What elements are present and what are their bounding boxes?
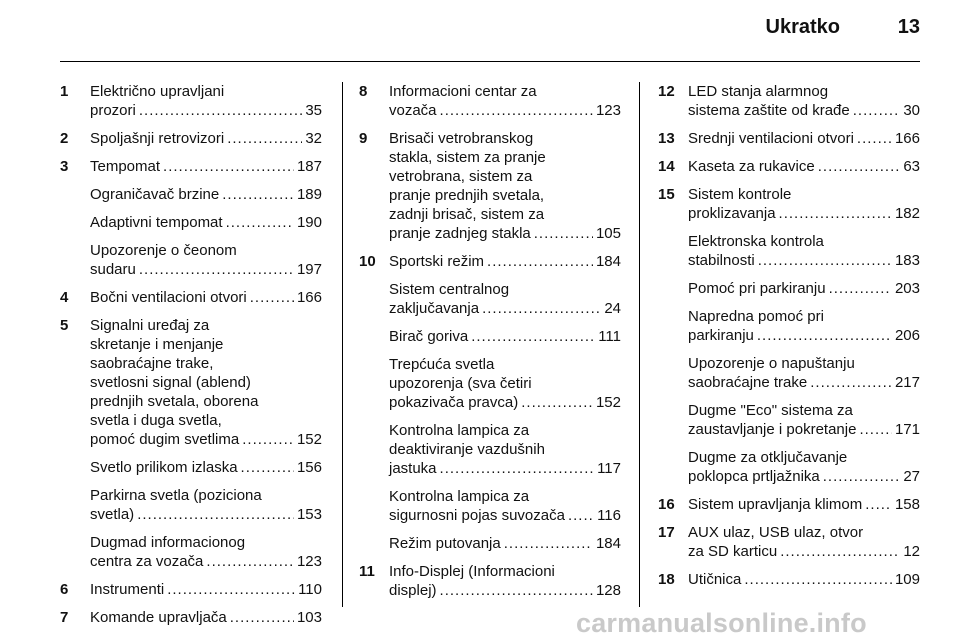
entry-number: 5 bbox=[60, 317, 69, 334]
entry-line: prednjih svetala, oborena bbox=[90, 393, 259, 410]
entry-line: poklopca prtljažnika bbox=[688, 468, 820, 485]
entry-line: pomoć dugim svetlima bbox=[90, 431, 240, 448]
entry-page-number: 123 bbox=[296, 553, 322, 570]
index-entry bbox=[359, 421, 621, 478]
entry-last-line bbox=[688, 570, 920, 589]
dot-leader bbox=[487, 252, 593, 271]
entry-page-number: 152 bbox=[296, 431, 322, 448]
index-entry bbox=[359, 562, 621, 600]
entry-line: Električno upravljani bbox=[90, 83, 225, 100]
dot-leader bbox=[810, 373, 892, 392]
entry-last-line bbox=[90, 580, 322, 599]
entry-line: svetla i duga svetla, bbox=[90, 412, 222, 429]
entry-number: 4 bbox=[60, 289, 69, 306]
entry-line: Upozorenje o čeonom bbox=[90, 242, 237, 259]
entry-page-number: 117 bbox=[597, 460, 621, 477]
entry-page-number: 105 bbox=[595, 225, 621, 242]
entry-text bbox=[90, 580, 322, 599]
index-entry bbox=[60, 241, 322, 279]
entry-number: 17 bbox=[658, 524, 675, 541]
entry-page-number: 109 bbox=[894, 571, 920, 588]
index-column-1 bbox=[60, 82, 322, 636]
entry-line: Dugme za otključavanje bbox=[688, 449, 848, 466]
entry-last-line bbox=[90, 430, 322, 449]
index-entry bbox=[60, 185, 322, 204]
dot-leader bbox=[818, 157, 901, 176]
dot-leader bbox=[568, 506, 594, 525]
entry-line: svetlosni signal (ablend) bbox=[90, 374, 251, 391]
entry-line: pranje prednjih svetala, bbox=[389, 187, 545, 204]
entry-number: 14 bbox=[658, 158, 675, 175]
entry-text bbox=[688, 448, 920, 486]
entry-line: parkiranju bbox=[688, 327, 754, 344]
entry-line: stakla, sistem za pranje bbox=[389, 149, 546, 166]
column-divider-2 bbox=[639, 82, 640, 607]
entry-text bbox=[90, 213, 322, 232]
entry-number: 11 bbox=[359, 563, 375, 580]
entry-page-number: 35 bbox=[305, 102, 322, 119]
entry-line: svetla) bbox=[90, 506, 135, 523]
dot-leader bbox=[227, 129, 302, 148]
entry-text bbox=[389, 421, 621, 478]
entry-number: 13 bbox=[658, 130, 675, 147]
entry-page-number: 27 bbox=[903, 468, 920, 485]
entry-line: AUX ulaz, USB ulaz, otvor bbox=[688, 524, 864, 541]
index-entry bbox=[658, 354, 920, 392]
entry-page-number: 203 bbox=[894, 280, 920, 297]
entry-line: Dugme "Eco" sistema za bbox=[688, 402, 853, 419]
entry-text bbox=[90, 157, 322, 176]
index-entry bbox=[658, 570, 920, 589]
entry-number: 8 bbox=[359, 83, 368, 100]
entry-text bbox=[688, 307, 920, 345]
entry-number: 3 bbox=[60, 158, 69, 175]
entry-page-number: 153 bbox=[296, 506, 322, 523]
dot-leader bbox=[471, 327, 595, 346]
entry-text bbox=[90, 458, 322, 477]
entry-line: pokazivača pravca) bbox=[389, 394, 519, 411]
dot-leader bbox=[226, 213, 294, 232]
entry-text bbox=[389, 280, 621, 318]
entry-last-line bbox=[90, 185, 322, 204]
entry-page-number: 32 bbox=[305, 130, 322, 147]
entry-line: LED stanja alarmnog bbox=[688, 83, 829, 100]
entry-number: 7 bbox=[60, 609, 69, 626]
entry-page-number: 187 bbox=[296, 158, 322, 175]
entry-line: Režim putovanja bbox=[389, 535, 501, 552]
entry-line: Kontrolna lampica za bbox=[389, 488, 530, 505]
entry-text bbox=[389, 487, 621, 525]
entry-text bbox=[389, 327, 621, 346]
entry-last-line bbox=[90, 260, 322, 279]
entry-number: 9 bbox=[359, 130, 368, 147]
index-entry bbox=[359, 327, 621, 346]
entry-line: saobraćajne trake bbox=[688, 374, 808, 391]
index-entry bbox=[658, 495, 920, 514]
entry-last-line bbox=[389, 252, 621, 271]
entry-page-number: 103 bbox=[296, 609, 322, 626]
entry-text bbox=[90, 129, 322, 148]
dot-leader bbox=[780, 542, 900, 561]
index-entry bbox=[60, 608, 322, 627]
entry-text bbox=[688, 129, 920, 148]
dot-leader bbox=[230, 608, 294, 627]
entry-text bbox=[90, 82, 322, 120]
entry-page-number: 189 bbox=[296, 186, 322, 203]
entry-last-line bbox=[389, 581, 621, 600]
entry-line: Info-Displej (Informacioni bbox=[389, 563, 555, 580]
index-entry bbox=[60, 213, 322, 232]
entry-line: centra za vozača bbox=[90, 553, 204, 570]
entry-line: jastuka bbox=[389, 460, 437, 477]
index-entry bbox=[658, 307, 920, 345]
dot-leader bbox=[779, 204, 892, 223]
index-entry bbox=[658, 129, 920, 148]
entry-page-number: 111 bbox=[598, 328, 621, 345]
dot-leader bbox=[167, 580, 295, 599]
page-number: 13 bbox=[897, 16, 920, 38]
entry-line: zadnji brisač, sistem za bbox=[389, 206, 545, 223]
index-entry bbox=[359, 82, 621, 120]
entry-last-line bbox=[688, 420, 920, 439]
entry-page-number: 12 bbox=[903, 543, 920, 560]
entry-last-line bbox=[389, 101, 621, 120]
entry-last-line bbox=[90, 288, 322, 307]
entry-number: 15 bbox=[658, 186, 675, 203]
entry-line: Komande upravljača bbox=[90, 609, 227, 626]
entry-page-number: 152 bbox=[595, 394, 621, 411]
entry-line: Svetlo prilikom izlaska bbox=[90, 459, 238, 476]
entry-last-line bbox=[688, 373, 920, 392]
entry-line: Signalni uređaj za bbox=[90, 317, 210, 334]
entry-last-line bbox=[389, 534, 621, 553]
entry-text bbox=[688, 401, 920, 439]
index-column-3 bbox=[658, 82, 920, 598]
entry-line: Kaseta za rukavice bbox=[688, 158, 815, 175]
entry-line: deaktiviranje vazdušnih bbox=[389, 441, 545, 458]
entry-page-number: 63 bbox=[903, 158, 920, 175]
index-entry bbox=[60, 316, 322, 449]
entry-last-line bbox=[389, 393, 621, 412]
entry-text bbox=[90, 288, 322, 307]
entry-line: sigurnosni pojas suvozača bbox=[389, 507, 565, 524]
entry-line: displej) bbox=[389, 582, 437, 599]
entry-line: Pomoć pri parkiranju bbox=[688, 280, 826, 297]
dot-leader bbox=[482, 299, 601, 318]
entry-line: Spoljašnji retrovizori bbox=[90, 130, 225, 147]
entry-last-line bbox=[90, 552, 322, 571]
entry-line: za SD karticu bbox=[688, 543, 778, 560]
entry-line: vozača bbox=[389, 102, 437, 119]
entry-number: 12 bbox=[658, 83, 675, 100]
entry-last-line bbox=[90, 129, 322, 148]
entry-page-number: 158 bbox=[894, 496, 920, 513]
entry-text bbox=[688, 82, 920, 120]
entry-line: Adaptivni tempomat bbox=[90, 214, 223, 231]
entry-line: Birač goriva bbox=[389, 328, 469, 345]
entry-line: skretanje i menjanje bbox=[90, 336, 224, 353]
entry-line: zaključavanja bbox=[389, 300, 480, 317]
entry-page-number: 128 bbox=[595, 582, 621, 599]
entry-page-number: 110 bbox=[298, 581, 322, 598]
index-entry bbox=[359, 280, 621, 318]
entry-last-line bbox=[688, 251, 920, 270]
index-entry bbox=[658, 185, 920, 223]
index-entry bbox=[60, 486, 322, 524]
entry-line: pranje zadnjeg stakla bbox=[389, 225, 531, 242]
entry-page-number: 116 bbox=[597, 507, 621, 524]
entry-line: Srednji ventilacioni otvori bbox=[688, 130, 854, 147]
entry-text bbox=[688, 157, 920, 176]
dot-leader bbox=[823, 467, 901, 486]
dot-leader bbox=[534, 224, 593, 243]
dot-leader bbox=[853, 101, 901, 120]
dot-leader bbox=[440, 459, 595, 478]
entry-text bbox=[389, 82, 621, 120]
entry-line: stabilnosti bbox=[688, 252, 755, 269]
dot-leader bbox=[521, 393, 593, 412]
index-entry bbox=[359, 534, 621, 553]
entry-number: 1 bbox=[60, 83, 69, 100]
dot-leader bbox=[139, 260, 294, 279]
entry-line: upozorenja (sva četiri bbox=[389, 375, 532, 392]
entry-last-line bbox=[688, 204, 920, 223]
index-entry bbox=[60, 129, 322, 148]
entry-last-line bbox=[90, 213, 322, 232]
entry-page-number: 190 bbox=[296, 214, 322, 231]
dot-leader bbox=[859, 420, 892, 439]
entry-last-line bbox=[688, 101, 920, 120]
entry-line: Upozorenje o napuštanju bbox=[688, 355, 855, 372]
entry-text bbox=[688, 495, 920, 514]
entry-line: sudaru bbox=[90, 261, 136, 278]
entry-last-line bbox=[688, 495, 920, 514]
entry-line: Tempomat bbox=[90, 158, 161, 175]
entry-line: Kontrolna lampica za bbox=[389, 422, 530, 439]
column-divider-1 bbox=[342, 82, 343, 607]
entry-last-line bbox=[688, 542, 920, 561]
entry-page-number: 182 bbox=[894, 205, 920, 222]
entry-text bbox=[90, 533, 322, 571]
dot-leader bbox=[504, 534, 593, 553]
entry-line: proklizavanja bbox=[688, 205, 776, 222]
entry-line: Brisači vetrobranskog bbox=[389, 130, 534, 147]
entry-line: Sportski režim bbox=[389, 253, 485, 270]
entry-number: 18 bbox=[658, 571, 675, 588]
entry-text bbox=[90, 185, 322, 204]
dot-leader bbox=[440, 101, 593, 120]
entry-last-line bbox=[90, 505, 322, 524]
entry-page-number: 166 bbox=[296, 289, 322, 306]
dot-leader bbox=[163, 157, 294, 176]
index-entry bbox=[60, 458, 322, 477]
entry-line: Sistem kontrole bbox=[688, 186, 792, 203]
index-entry bbox=[359, 487, 621, 525]
entry-text bbox=[389, 534, 621, 553]
entry-last-line bbox=[90, 608, 322, 627]
dot-leader bbox=[865, 495, 892, 514]
entry-line: sistema zaštite od krađe bbox=[688, 102, 850, 119]
entry-page-number: 166 bbox=[894, 130, 920, 147]
header-rule bbox=[60, 61, 920, 62]
entry-line: saobraćajne trake, bbox=[90, 355, 214, 372]
dot-leader bbox=[206, 552, 294, 571]
index-entry bbox=[359, 355, 621, 412]
index-entry bbox=[658, 279, 920, 298]
entry-text bbox=[688, 523, 920, 561]
index-entry bbox=[359, 252, 621, 271]
entry-number: 6 bbox=[60, 581, 69, 598]
entry-last-line bbox=[389, 299, 621, 318]
entry-text bbox=[688, 185, 920, 223]
dot-leader bbox=[137, 505, 294, 524]
section-title: Ukratko bbox=[765, 16, 840, 38]
entry-number: 2 bbox=[60, 130, 69, 147]
index-entry bbox=[658, 82, 920, 120]
entry-line: prozori bbox=[90, 102, 136, 119]
entry-line: Bočni ventilacioni otvori bbox=[90, 289, 247, 306]
entry-text bbox=[688, 354, 920, 392]
index-entry bbox=[60, 580, 322, 599]
entry-line: Sistem centralnog bbox=[389, 281, 510, 298]
index-entry bbox=[658, 401, 920, 439]
entry-text bbox=[389, 252, 621, 271]
entry-text bbox=[389, 355, 621, 412]
entry-text bbox=[90, 486, 322, 524]
entry-page-number: 156 bbox=[296, 459, 322, 476]
entry-number: 10 bbox=[359, 253, 376, 270]
entry-text bbox=[90, 241, 322, 279]
entry-last-line bbox=[389, 459, 621, 478]
entry-last-line bbox=[688, 157, 920, 176]
entry-text bbox=[90, 608, 322, 627]
index-entry bbox=[658, 448, 920, 486]
entry-line: Trepćuća svetla bbox=[389, 356, 495, 373]
index-entry bbox=[359, 129, 621, 243]
watermark: carmanualsonline.info bbox=[576, 608, 867, 638]
entry-text bbox=[688, 570, 920, 589]
entry-page-number: 184 bbox=[595, 535, 621, 552]
dot-leader bbox=[139, 101, 302, 120]
entry-last-line bbox=[688, 279, 920, 298]
index-entry bbox=[60, 533, 322, 571]
entry-text bbox=[389, 562, 621, 600]
entry-page-number: 197 bbox=[296, 261, 322, 278]
entry-line: zaustavljanje i pokretanje bbox=[688, 421, 857, 438]
dot-leader bbox=[440, 581, 593, 600]
entry-page-number: 30 bbox=[903, 102, 920, 119]
entry-number: 16 bbox=[658, 496, 675, 513]
entry-page-number: 184 bbox=[595, 253, 621, 270]
entry-line: vetrobrana, sistem za bbox=[389, 168, 533, 185]
dot-leader bbox=[829, 279, 892, 298]
entry-line: Elektronska kontrola bbox=[688, 233, 824, 250]
dot-leader bbox=[758, 251, 892, 270]
index-entry bbox=[60, 157, 322, 176]
entry-last-line bbox=[90, 458, 322, 477]
entry-line: Ograničavač brzine bbox=[90, 186, 220, 203]
index-column-2 bbox=[359, 82, 621, 609]
entry-line: Informacioni centar za bbox=[389, 83, 537, 100]
entry-page-number: 206 bbox=[894, 327, 920, 344]
entry-page-number: 217 bbox=[894, 374, 920, 391]
index-entry bbox=[658, 523, 920, 561]
entry-text bbox=[688, 279, 920, 298]
entry-last-line bbox=[389, 327, 621, 346]
entry-line: Instrumenti bbox=[90, 581, 165, 598]
index-entry bbox=[60, 288, 322, 307]
entry-page-number: 24 bbox=[604, 300, 621, 317]
entry-page-number: 123 bbox=[595, 102, 621, 119]
entry-line: Napredna pomoć pri bbox=[688, 308, 824, 325]
dot-leader bbox=[241, 458, 294, 477]
dot-leader bbox=[242, 430, 294, 449]
entry-last-line bbox=[90, 101, 322, 120]
entry-last-line bbox=[688, 129, 920, 148]
entry-last-line bbox=[90, 157, 322, 176]
entry-last-line bbox=[688, 326, 920, 345]
entry-line: Parkirna svetla (poziciona bbox=[90, 487, 262, 504]
entry-last-line bbox=[389, 224, 621, 243]
dot-leader bbox=[744, 570, 892, 589]
entry-text bbox=[688, 232, 920, 270]
index-entry bbox=[658, 232, 920, 270]
dot-leader bbox=[757, 326, 892, 345]
index-entry bbox=[60, 82, 322, 120]
entry-last-line bbox=[688, 467, 920, 486]
entry-line: Utičnica bbox=[688, 571, 742, 588]
entry-line: Sistem upravljanja klimom bbox=[688, 496, 863, 513]
entry-line: Dugmad informacionog bbox=[90, 534, 246, 551]
entry-page-number: 171 bbox=[894, 421, 920, 438]
entry-text bbox=[389, 129, 621, 243]
index-entry bbox=[658, 157, 920, 176]
dot-leader bbox=[250, 288, 294, 307]
entry-last-line bbox=[389, 506, 621, 525]
entry-page-number: 183 bbox=[894, 252, 920, 269]
dot-leader bbox=[857, 129, 892, 148]
dot-leader bbox=[222, 185, 294, 204]
entry-text bbox=[90, 316, 322, 449]
